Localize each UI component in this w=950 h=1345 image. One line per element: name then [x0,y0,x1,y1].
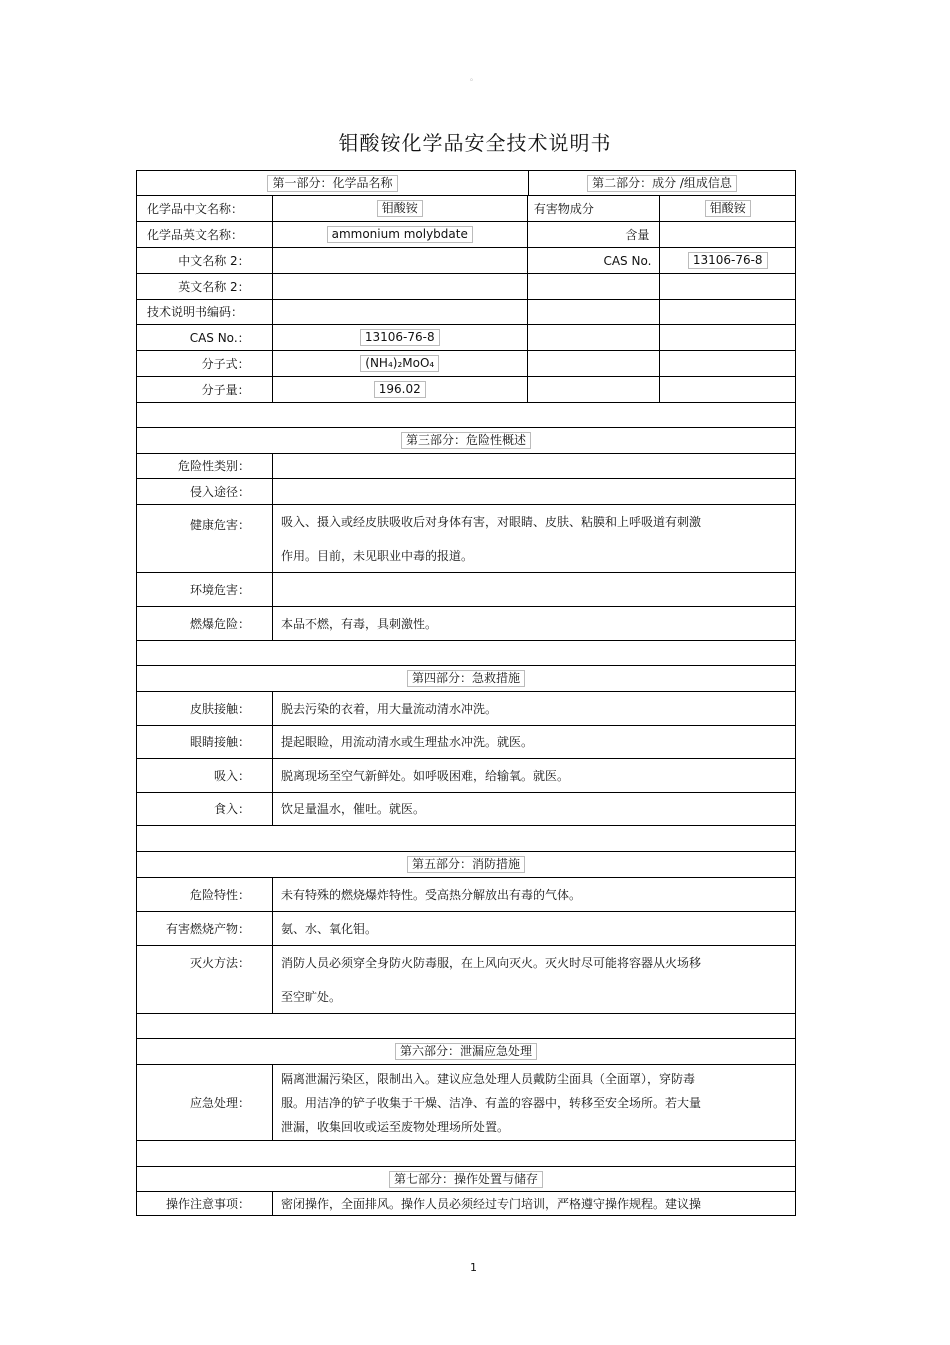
field-value: 饮足量温水，催吐。就医。 [272,793,795,825]
section-header-row [137,428,795,454]
field-label: 危险特性： [189,887,250,902]
field-label: 侵入途径： [189,484,250,499]
field-value: (NH₄)₂MoO₄ [272,351,527,376]
part7-header: 第七部分：操作处置与储存 [137,1167,795,1191]
field-label: 灭火方法： [189,956,250,970]
field-label: 含量 [527,222,660,247]
empty-cell [527,351,660,376]
table-row [137,912,795,946]
table-row [137,1065,795,1141]
field-value: ammonium molybdate [272,222,527,247]
field-label: 分子量： [201,382,250,397]
field-value: 未有特殊的燃烧爆炸特性。受高热分解放出有毒的气体。 [272,878,795,911]
table-row [137,248,795,274]
section-header-row [137,666,795,692]
field-value: 196.02 [272,377,527,402]
field-value: 吸入、摄入或经皮肤吸收后对身体有害，对眼睛、皮肤、粘膜和上呼吸道有刺激 作用。目前，未见职业中毒的报道。 [272,505,795,572]
field-label: 化学品英文名称： [147,227,244,242]
part5-header: 第五部分：消防措施 [137,852,795,877]
table-row [137,300,795,325]
table-row [137,222,795,248]
field-label: 皮肤接触： [189,701,250,716]
table-row [137,196,795,222]
table-row [137,759,795,793]
table-row [137,573,795,607]
field-value [272,300,527,324]
field-label: 健康危害： [189,518,250,532]
field-value: 钼酸铵 [659,196,795,221]
table-row [137,793,795,826]
part2-header: 第二部分：成分 /组成信息 [528,171,795,195]
spacer-row [137,641,795,666]
top-mark: 。 [470,73,478,82]
table-row [137,351,795,377]
empty-cell [659,351,795,376]
field-label: 有害燃烧产物： [165,921,250,936]
table-row [137,726,795,759]
field-value: 13106-76-8 [659,248,795,273]
section-header-row [137,1039,795,1065]
field-value: 脱离现场至空气新鲜处。如呼吸困难，给输氧。就医。 [272,759,795,792]
field-label: 英文名称 2： [178,279,250,294]
field-label: 吸入： [213,768,250,783]
field-label: 眼睛接触： [189,735,250,749]
field-value [272,248,527,273]
field-label: 分子式： [201,356,250,371]
empty-cell [659,300,795,324]
empty-cell [659,325,795,350]
table-row [137,377,795,403]
table-row [137,692,795,726]
empty-cell [527,300,660,324]
part1-header: 第一部分：化学品名称 [137,171,528,195]
section-header-row [137,1167,795,1192]
field-label: CAS No.： [189,330,250,345]
part4-header: 第四部分：急救措施 [137,666,795,691]
empty-cell [659,274,795,299]
field-value: 密闭操作，全面排风。操作人员必须经过专门培训，严格遵守操作规程。建议操 [272,1192,795,1215]
safety-data-table [136,170,796,1216]
document-title: 钼酸铵化学品安全技术说明书 [338,131,612,155]
empty-cell [527,274,660,299]
field-value [272,454,795,478]
spacer-row [137,403,795,428]
field-label: 应急处理： [189,1095,250,1110]
field-label: 技术说明书编码： [147,305,244,319]
field-value: 本品不燃，有毒，具刺激性。 [272,607,795,640]
table-row [137,454,795,479]
field-value: 13106-76-8 [272,325,527,350]
table-row [137,1192,795,1216]
field-label: 化学品中文名称： [147,201,244,216]
field-value: 钼酸铵 [272,196,527,221]
table-row [137,274,795,300]
field-value: 氨、水、氧化钼。 [272,912,795,945]
table-row [137,946,795,1014]
part6-header: 第六部分：泄漏应急处理 [137,1039,795,1064]
field-label: 食入： [213,802,250,816]
field-label: CAS No. [527,248,660,273]
table-row [137,878,795,912]
table-row [137,607,795,641]
field-value: 提起眼睑，用流动清水或生理盐水冲洗。就医。 [272,726,795,758]
empty-cell [659,377,795,402]
field-value: 消防人员必须穿全身防火防毒服，在上风向灭火。灭火时尽可能将容器从火场移 至空旷处。 [272,946,795,1013]
section-header-row [137,171,795,196]
empty-cell [527,377,660,402]
part3-header: 第三部分：危险性概述 [137,428,795,453]
table-row [137,505,795,573]
spacer-row [137,826,795,852]
field-label: 燃爆危险： [189,616,250,631]
field-value [272,274,527,299]
section-header-row [137,852,795,878]
field-label: 有害物成分 [527,196,660,221]
spacer-row [137,1141,795,1167]
field-value [272,479,795,504]
field-value: 隔离泄漏污染区，限制出入。建议应急处理人员戴防尘面具（全面罩），穿防毒 服。用洁净的铲子收集于干燥、洁净、有盖的容器中，转移至安全场所。若大量 泄漏，收集回收或运至废物处理场所处置。 [272,1065,795,1140]
table-row [137,325,795,351]
field-value: 脱去污染的衣着，用大量流动清水冲洗。 [272,692,795,725]
field-label: 中文名称 2： [178,253,250,268]
spacer-row [137,1014,795,1039]
field-label: 操作注意事项： [165,1196,250,1211]
field-label: 环境危害： [189,582,250,597]
empty-cell [527,325,660,350]
page-number: 1 [470,1261,477,1274]
field-label: 危险性类别： [177,459,250,473]
table-row [137,479,795,505]
field-value [272,573,795,606]
field-value [659,222,795,247]
